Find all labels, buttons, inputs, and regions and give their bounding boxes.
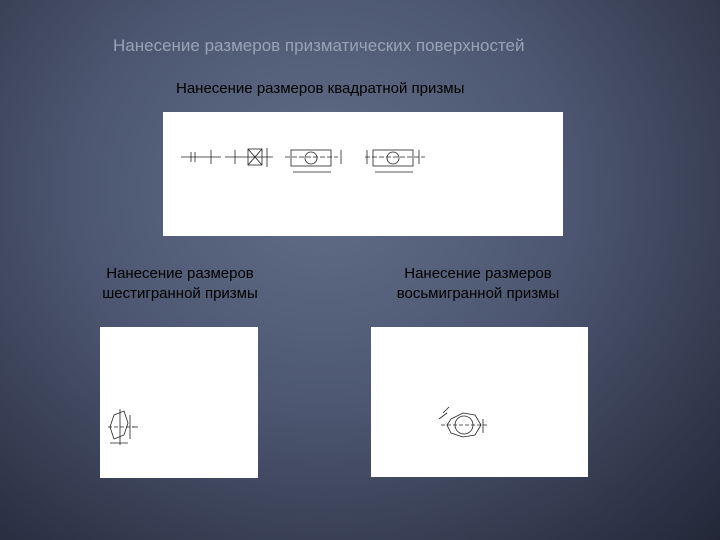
hex-prism-drawing-panel — [100, 327, 258, 478]
square-prism-drawings — [163, 112, 563, 236]
oct-prism-caption-line2: восьмигранной призмы — [396, 285, 560, 302]
oct-prism-caption-line1: Нанесение размеров — [404, 265, 552, 282]
square-prism-heading: Нанесение размеров квадратной призмы — [176, 80, 465, 97]
hex-prism-caption-line1: Нанесение размеров — [106, 265, 254, 282]
hex-prism-drawing — [100, 327, 258, 478]
hex-prism-caption-line2: шестигранной призмы — [102, 285, 258, 302]
hex-prism-caption — [60, 264, 300, 304]
oct-prism-caption — [358, 264, 598, 304]
slide-title: Нанесение размеров призматических поверхностей — [113, 36, 525, 55]
square-prism-drawing-panel — [163, 112, 563, 236]
oct-prism-drawing-panel — [371, 327, 588, 477]
oct-prism-drawing — [371, 327, 588, 477]
